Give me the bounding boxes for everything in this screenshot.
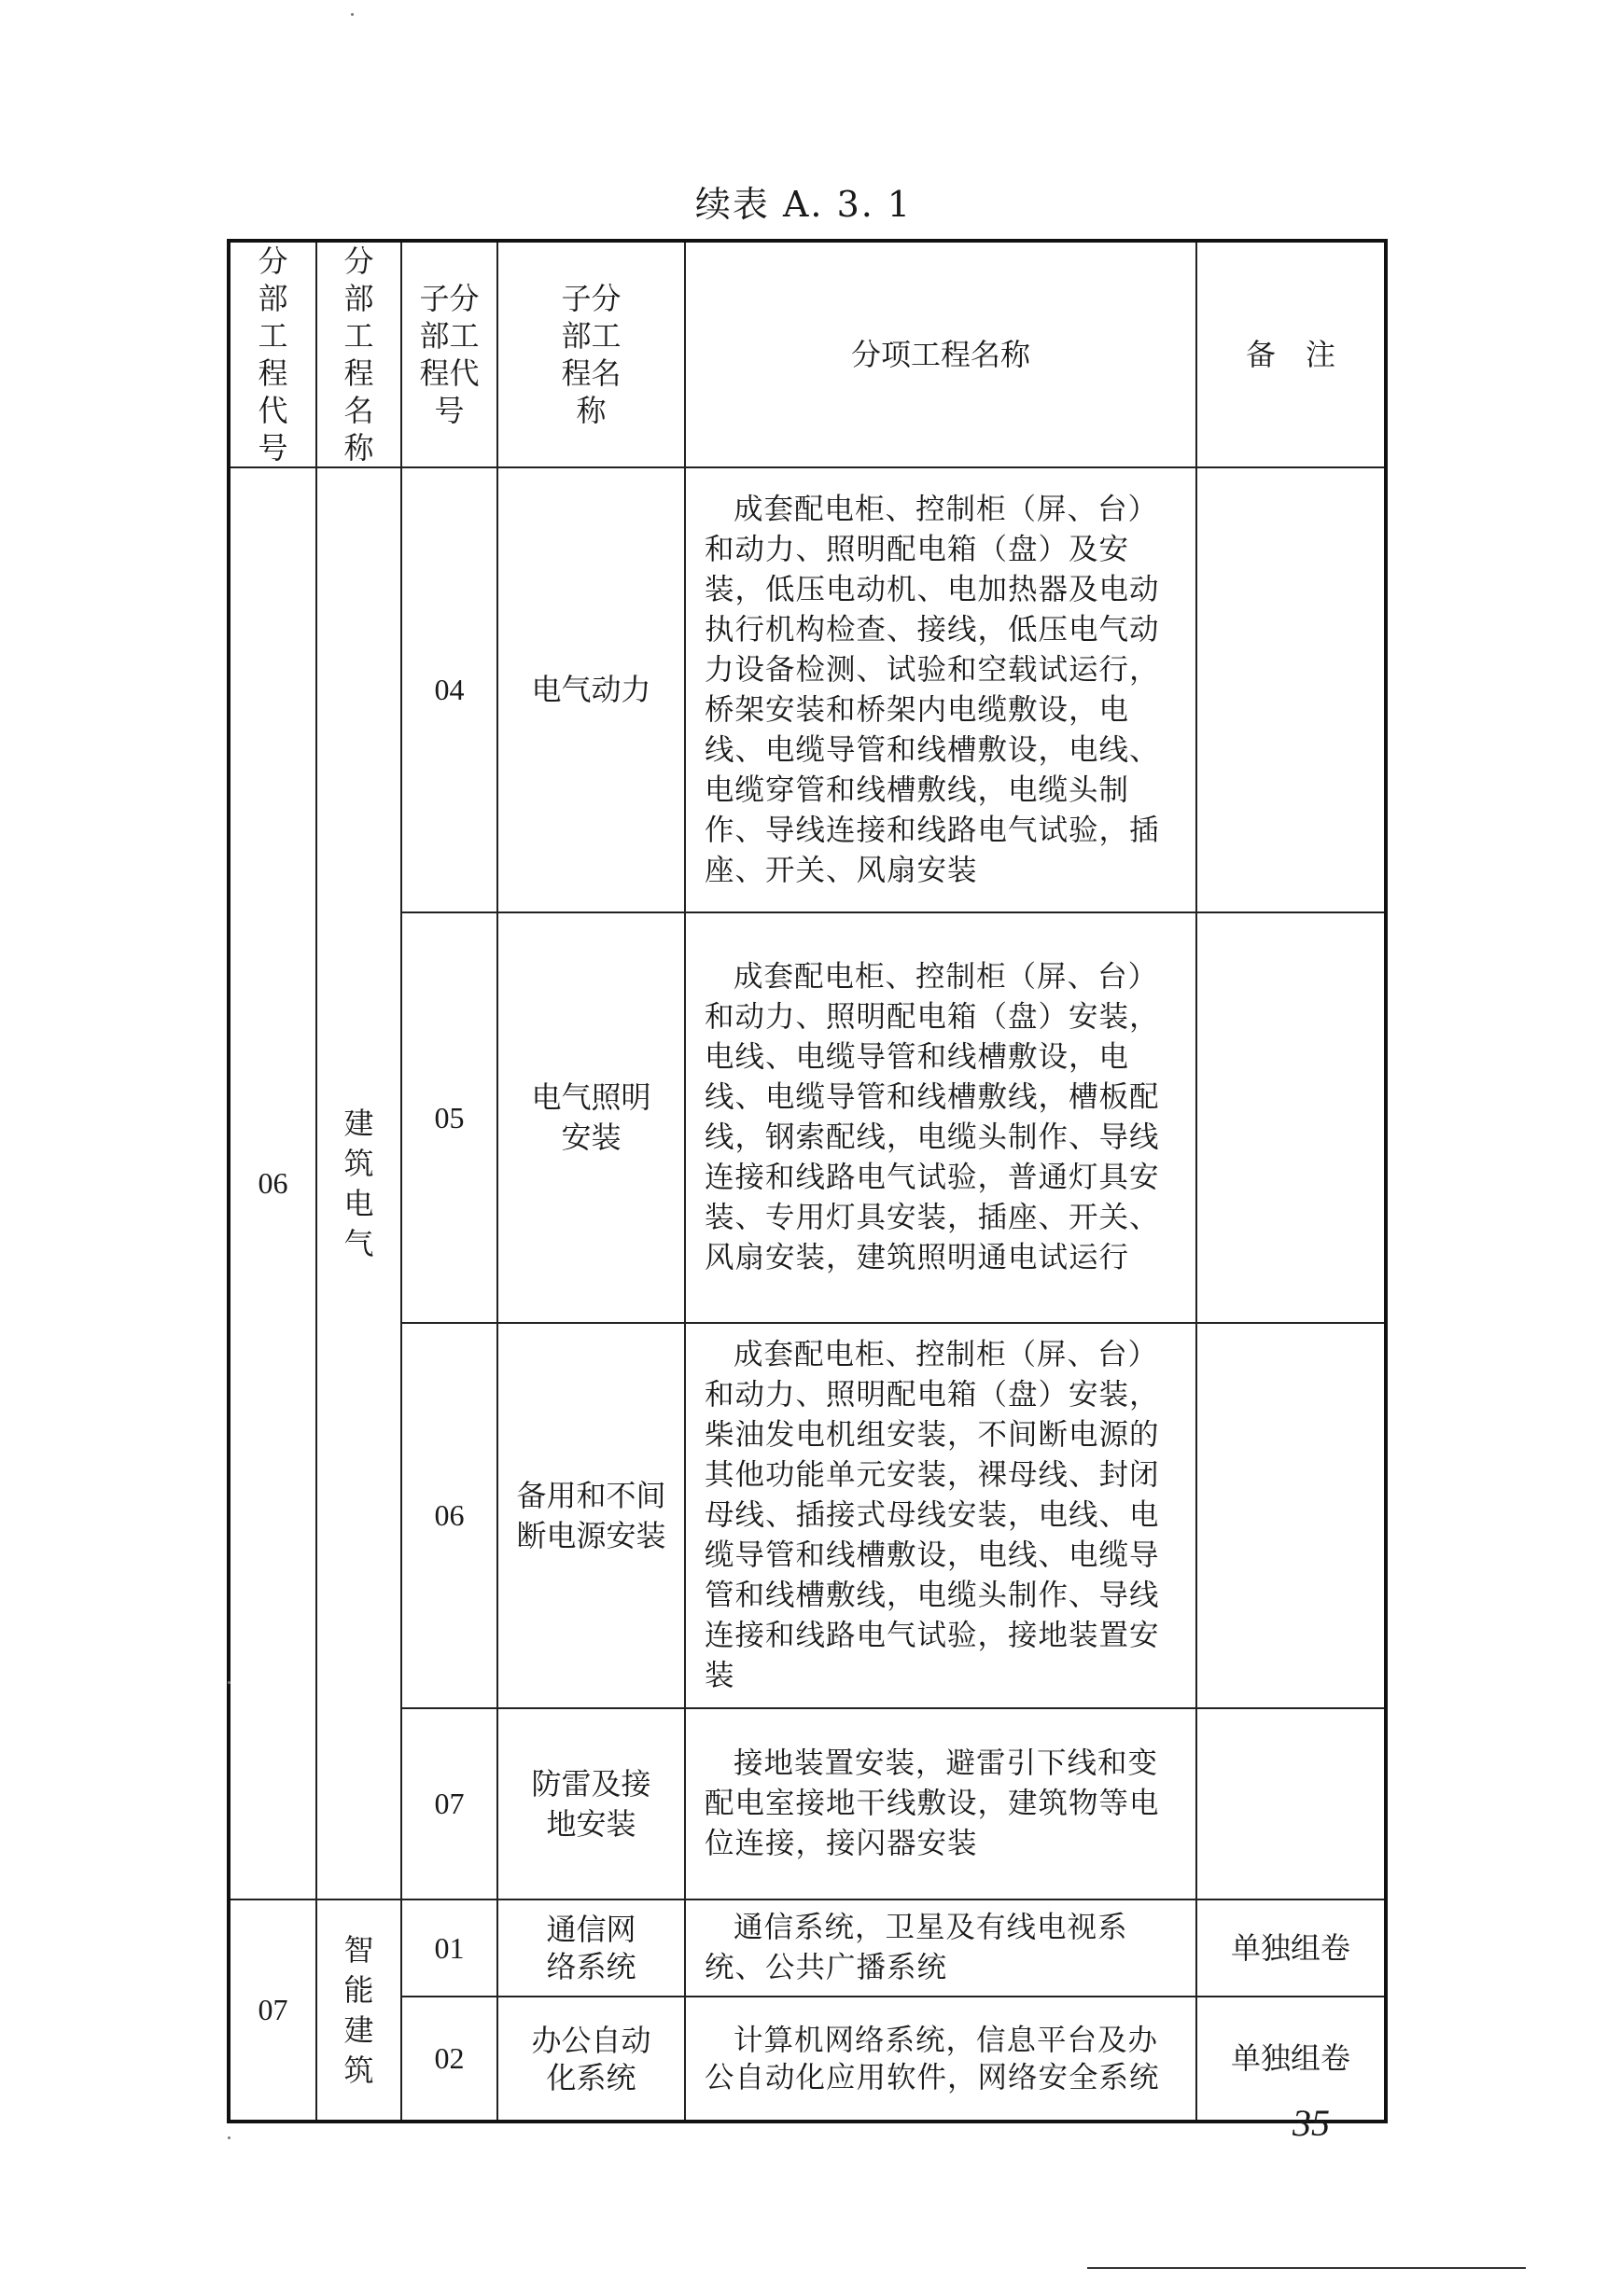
subdivision-name-cell: 备用和不间断电源安装	[497, 1323, 685, 1708]
division-code-cell: 06	[229, 467, 316, 1899]
item-names-cell: 通信系统，卫星及有线电视系统、公共广播系统	[685, 1899, 1196, 1997]
header-row	[229, 241, 1386, 467]
col-header-remark: 备 注	[1196, 241, 1386, 467]
remark-cell	[1196, 1708, 1386, 1899]
table-row	[229, 1708, 1386, 1899]
subdivision-name-cell: 电气动力	[497, 467, 685, 912]
subdivision-code-cell: 05	[401, 912, 497, 1323]
subdivision-name-cell: 防雷及接地安装	[497, 1708, 685, 1899]
remark-cell	[1196, 1323, 1386, 1708]
subdivision-code-cell: 07	[401, 1708, 497, 1899]
table-caption: 续表 A. 3. 1	[694, 184, 913, 225]
page-number: 35	[1293, 2102, 1330, 2144]
remark-cell: 单独组卷	[1196, 1997, 1386, 2122]
table-row	[229, 912, 1386, 1323]
remark-cell: 单独组卷	[1196, 1899, 1386, 1997]
remark-cell	[1196, 467, 1386, 912]
subdivision-code-cell: 04	[401, 467, 497, 912]
table-row	[229, 1899, 1386, 1997]
subdivision-code-cell: 06	[401, 1323, 497, 1708]
col-header-division-name: 分部工程名称	[316, 241, 401, 467]
scan-speck	[228, 2136, 231, 2139]
remark-cell	[1196, 912, 1386, 1323]
item-names-cell: 接地装置安装，避雷引下线和变配电室接地干线敷设，建筑物等电位连接，接闪器安装	[685, 1708, 1196, 1899]
subdivision-code-cell: 02	[401, 1997, 497, 2122]
table-row	[229, 1323, 1386, 1708]
subdivision-name-cell: 电气照明安装	[497, 912, 685, 1323]
col-header-subdivision-name: 子分部工程名称	[497, 241, 685, 467]
item-names-cell: 成套配电柜、控制柜（屏、台）和动力、照明配电箱（盘）及安装，低压电动机、电加热器及电动执行机构检查、接线，低压电气动力设备检测、试验和空载试运行，桥架安装和桥架内电缆敷设，电线、电缆导管和线槽敷设，电线、电缆穿管和线槽敷线，电缆头制作、导线连接和线路电气试验，插座、开关、风扇安装	[685, 467, 1196, 912]
col-header-subdivision-code: 子分部工程代号	[401, 241, 497, 467]
subdivision-code-cell: 01	[401, 1899, 497, 1997]
division-code-cell: 07	[229, 1899, 316, 2122]
scan-speck	[228, 1681, 231, 1684]
division-name-cell: 建筑电气	[316, 467, 401, 1899]
division-table	[227, 239, 1388, 2123]
col-header-item-names: 分项工程名称	[685, 241, 1196, 467]
scan-speck	[351, 13, 354, 16]
item-names-cell: 计算机网络系统，信息平台及办公自动化应用软件，网络安全系统	[685, 1997, 1196, 2122]
item-names-cell: 成套配电柜、控制柜（屏、台）和动力、照明配电箱（盘）安装，柴油发电机组安装，不间断电源的其他功能单元安装，裸母线、封闭母线、插接式母线安装，电线、电缆导管和线槽敷设，电线、电缆导管和线槽敷线，电缆头制作、导线连接和线路电气试验，接地装置安装	[685, 1323, 1196, 1708]
table-row	[229, 1997, 1386, 2122]
subdivision-name-cell: 办公自动化系统	[497, 1997, 685, 2122]
division-name-cell: 智能建筑	[316, 1899, 401, 2122]
bottom-rule	[1087, 2267, 1526, 2269]
item-names-cell: 成套配电柜、控制柜（屏、台）和动力、照明配电箱（盘）安装，电线、电缆导管和线槽敷设，电线、电缆导管和线槽敷线，槽板配线，钢索配线，电缆头制作、导线连接和线路电气试验，普通灯具安装、专用灯具安装，插座、开关、风扇安装，建筑照明通电试运行	[685, 912, 1196, 1323]
col-header-division-code: 分部工程代号	[229, 241, 316, 467]
subdivision-name-cell: 通信网络系统	[497, 1899, 685, 1997]
table-row	[229, 467, 1386, 912]
